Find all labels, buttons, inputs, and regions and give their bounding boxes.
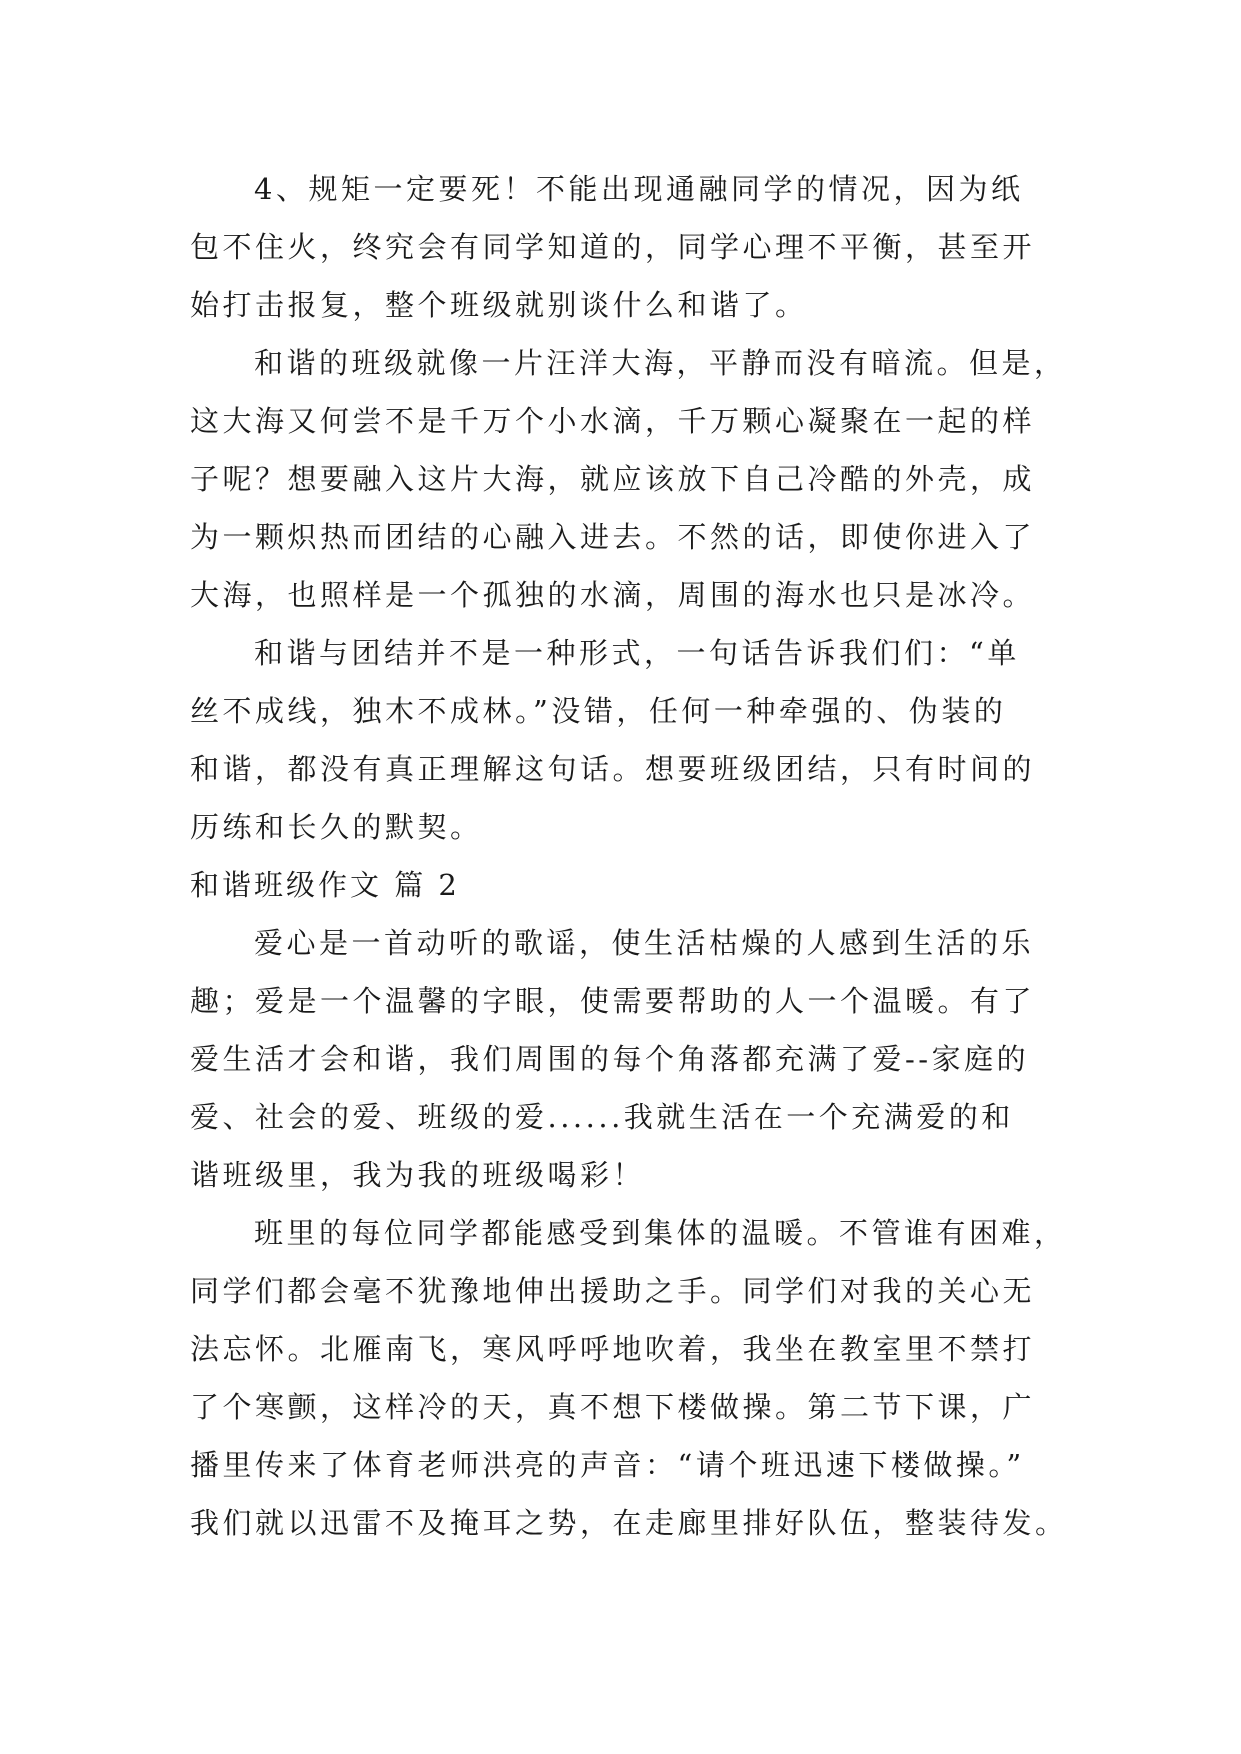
text-line: 播里传来了体育老师洪亮的声音：“请个班迅速下楼做操。” <box>190 1448 1025 1482</box>
paragraph <box>190 624 1070 856</box>
text-line: 爱、社会的爱、班级的爱......我就生活在一个充满爱的和 <box>190 1100 1014 1134</box>
text-line: 4、规矩一定要死！不能出现通融同学的情况，因为纸 <box>254 172 1024 206</box>
document-body <box>190 160 1070 1552</box>
text-line: 大海，也照样是一个孤独的水滴，周围的海水也只是冰冷。 <box>190 578 1036 612</box>
text-line: 历练和长久的默契。 <box>190 810 483 844</box>
text-line: 丝不成线，独木不成林。”没错，任何一种牵强的、伪装的 <box>190 694 1007 728</box>
text-line: 这大海又何尝不是千万个小水滴，千万颗心凝聚在一起的样 <box>190 404 1036 438</box>
text-line: 和谐的班级就像一片汪洋大海，平静而没有暗流。但是， <box>254 346 1067 380</box>
text-line: 和谐，都没有真正理解这句话。想要班级团结，只有时间的 <box>190 752 1036 786</box>
paragraph <box>190 1204 1070 1552</box>
paragraph <box>190 334 1070 624</box>
text-line: 趣；爱是一个温馨的字眼，使需要帮助的人一个温暖。有了 <box>190 984 1036 1018</box>
text-line: 爱生活才会和谐，我们周围的每个角落都充满了爱--家庭的 <box>190 1042 1030 1076</box>
text-line: 子呢？想要融入这片大海，就应该放下自己冷酷的外壳，成 <box>190 462 1036 496</box>
text-line: 为一颗炽热而团结的心融入进去。不然的话，即使你进入了 <box>190 520 1036 554</box>
paragraph <box>190 914 1070 1204</box>
text-line: 包不住火，终究会有同学知道的，同学心理不平衡，甚至开 <box>190 230 1036 264</box>
text-line: 谐班级里，我为我的班级喝彩！ <box>190 1158 646 1192</box>
section-heading: 和谐班级作文 篇 2 <box>190 868 460 902</box>
text-line: 法忘怀。北雁南飞，寒风呼呼地吹着，我坐在教室里不禁打 <box>190 1332 1036 1366</box>
text-line: 始打击报复，整个班级就别谈什么和谐了。 <box>190 288 808 322</box>
text-line: 班里的每位同学都能感受到集体的温暖。不管谁有困难， <box>254 1216 1067 1250</box>
text-line: 和谐与团结并不是一种形式，一句话告诉我们们：“单 <box>254 636 1020 670</box>
text-line: 了个寒颤，这样冷的天，真不想下楼做操。第二节下课，广 <box>190 1390 1036 1424</box>
text-line: 同学们都会毫不犹豫地伸出援助之手。同学们对我的关心无 <box>190 1274 1036 1308</box>
paragraph <box>190 160 1070 334</box>
text-line: 爱心是一首动听的歌谣，使生活枯燥的人感到生活的乐 <box>254 926 1035 960</box>
text-line: 我们就以迅雷不及掩耳之势，在走廊里排好队伍，整装待发。 <box>190 1506 1068 1540</box>
